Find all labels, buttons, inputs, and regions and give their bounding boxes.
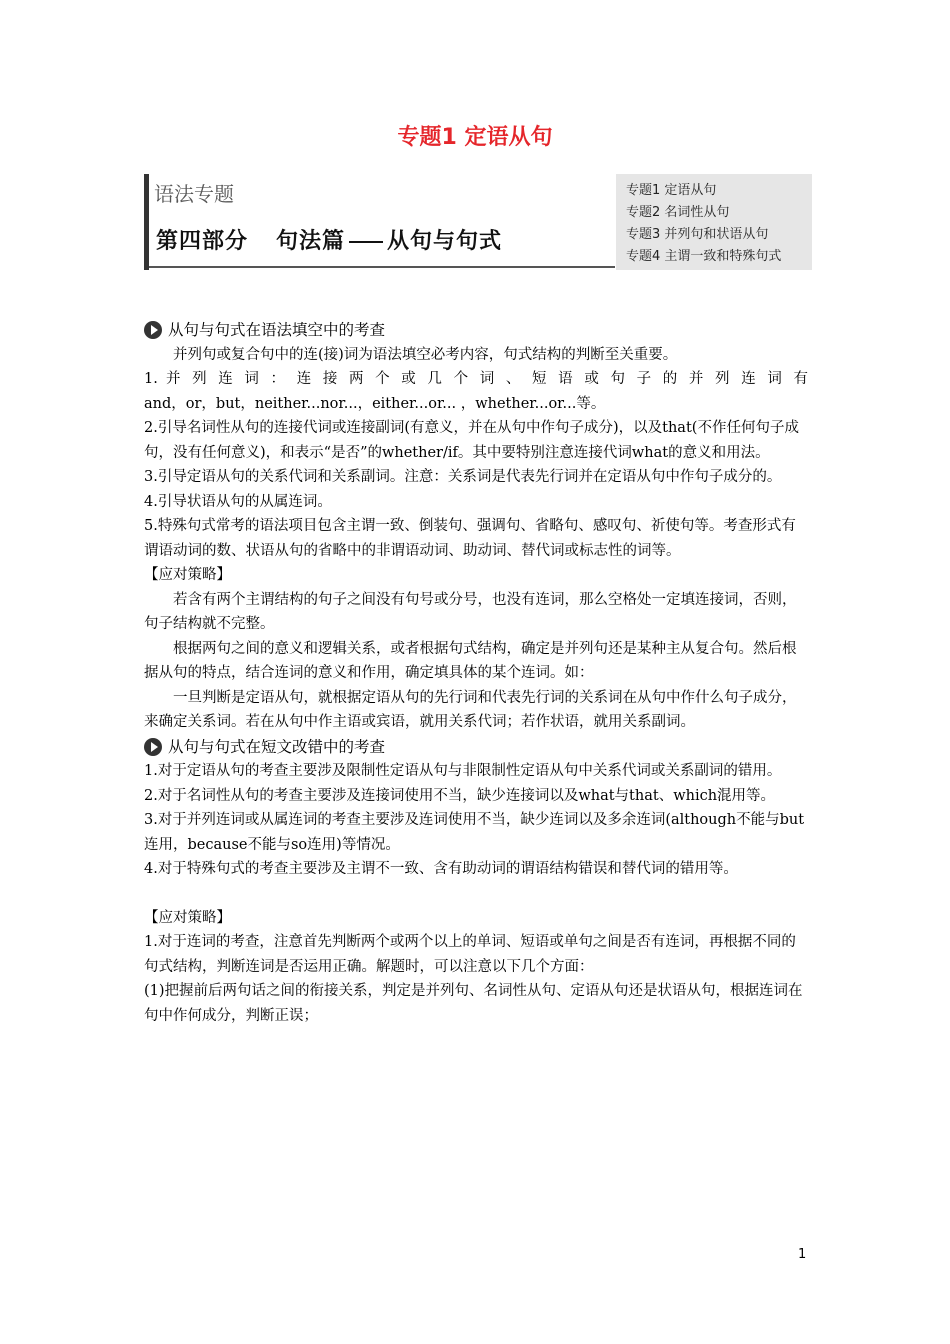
paragraph: 5.特殊句式常考的语法项目包含主谓一致、倒装句、强调句、省略句、感叹句、祈使句等。考查形式有谓语动词的数、状语从句的省略中的非谓语动词、助动词、替代词或标志性的词等。: [144, 518, 796, 559]
play-bullet-icon: [144, 321, 162, 339]
banner-part: 第四部分: [156, 229, 249, 254]
paragraph: 2.引导名词性从句的连接代词或连接副词(有意义，并在从句中作句子成分)，以及that(不作任何句子成句，没有任何意义)，和表示“是否”的whether/if。其中要特别注意连接代词what的意义和用法。: [144, 420, 799, 461]
paragraph: 若含有两个主谓结构的句子之间没有句号或分号，也没有连词，那么空格处一定填连接词，否则，句子结构就不完整。: [144, 591, 797, 632]
paragraph: 一旦判断是定语从句，就根据定语从句的先行词和代表先行词的关系词在从句中作什么句子成分，来确定关系词。若在从句中作主语或宾语，就用关系代词；若作状语，就用关系副词。: [144, 689, 797, 730]
page-title: 专题1 定语从句: [397, 125, 553, 150]
paragraph: 3.引导定语从句的关系代词和关系副词。注意：关系词是代表先行词并在定语从句中作句子成分的。: [144, 469, 782, 485]
banner-section: 句法篇: [276, 229, 346, 254]
section-heading: 从句与句式在语法填空中的考查: [144, 318, 808, 343]
paragraph: 并列句或复合句中的连(接)词为语法填空必考内容，句式结构的判断至关重要。: [173, 346, 678, 363]
topic-item: 专题2 名词性从句: [626, 205, 730, 220]
paragraph: and，or，but，neither...nor...，either...or... ，whether...or...等。: [144, 395, 606, 412]
strategy-label: 【应对策略】: [144, 909, 231, 926]
section-heading: 从句与句式在短文改错中的考查: [144, 735, 808, 760]
page-number: 1: [798, 1247, 807, 1262]
section-banner: [144, 174, 812, 270]
banner-dash: [349, 241, 383, 243]
paragraph: 根据两句之间的意义和逻辑关系，或者根据句式结构，确定是并列句还是某种主从复合句。然后根据从句的特点，结合连词的意义和作用，确定填具体的某个连词。如：: [144, 640, 797, 681]
document-body: [144, 318, 808, 1028]
paragraph: 2.对于名词性从句的考查主要涉及连接词使用不当，缺少连接词以及what与that、which混用等。: [144, 787, 776, 804]
paragraph: 1.对于连词的考查，注意首先判断两个或两个以上的单词、短语或单句之间是否有连词，再根据不同的句式结构，判断连词是否运用正确。解题时，可以注意以下几个方面：: [144, 934, 796, 975]
strategy-label: 【应对策略】: [144, 567, 231, 583]
banner-underline: [149, 266, 615, 268]
banner-accent-bar: [144, 174, 149, 270]
paragraph: 4.对于特殊句式的考查主要涉及主谓不一致、含有助动词的谓语结构错误和替代词的错用等。: [144, 861, 738, 877]
topic-item: 专题3 并列句和状语从句: [626, 227, 769, 242]
paragraph: 1.对于定语从句的考查主要涉及限制性定语从句与非限制性定语从句中关系代词或关系副词的错用。: [144, 763, 782, 779]
topic-list: [616, 174, 812, 270]
paragraph: 1. 并 列 连 词 ： 连 接 两 个 或 几 个 词 、 短 语 或 句 子 的 并 列 连 词 有: [144, 371, 808, 387]
topic-item: 专题1 定语从句: [626, 183, 717, 198]
banner-heading: [156, 224, 502, 255]
paragraph: 3.对于并列连词或从属连词的考查主要涉及连词使用不当，缺少连词以及多余连词(although不能与but连用，because不能与so连用)等情况。: [144, 812, 805, 853]
banner-topic: 从句与句式: [387, 229, 503, 254]
play-bullet-icon: [144, 738, 162, 756]
topic-item: 专题4 主谓一致和特殊句式: [626, 249, 782, 264]
banner-subtitle: 语法专题: [154, 182, 234, 206]
paragraph: 4.引导状语从句的从属连词。: [144, 493, 332, 510]
paragraph: (1)把握前后两句话之间的衔接关系，判定是并列句、名词性从句、定语从句还是状语从句，根据连词在句中作何成分，判断正误；: [144, 983, 803, 1024]
